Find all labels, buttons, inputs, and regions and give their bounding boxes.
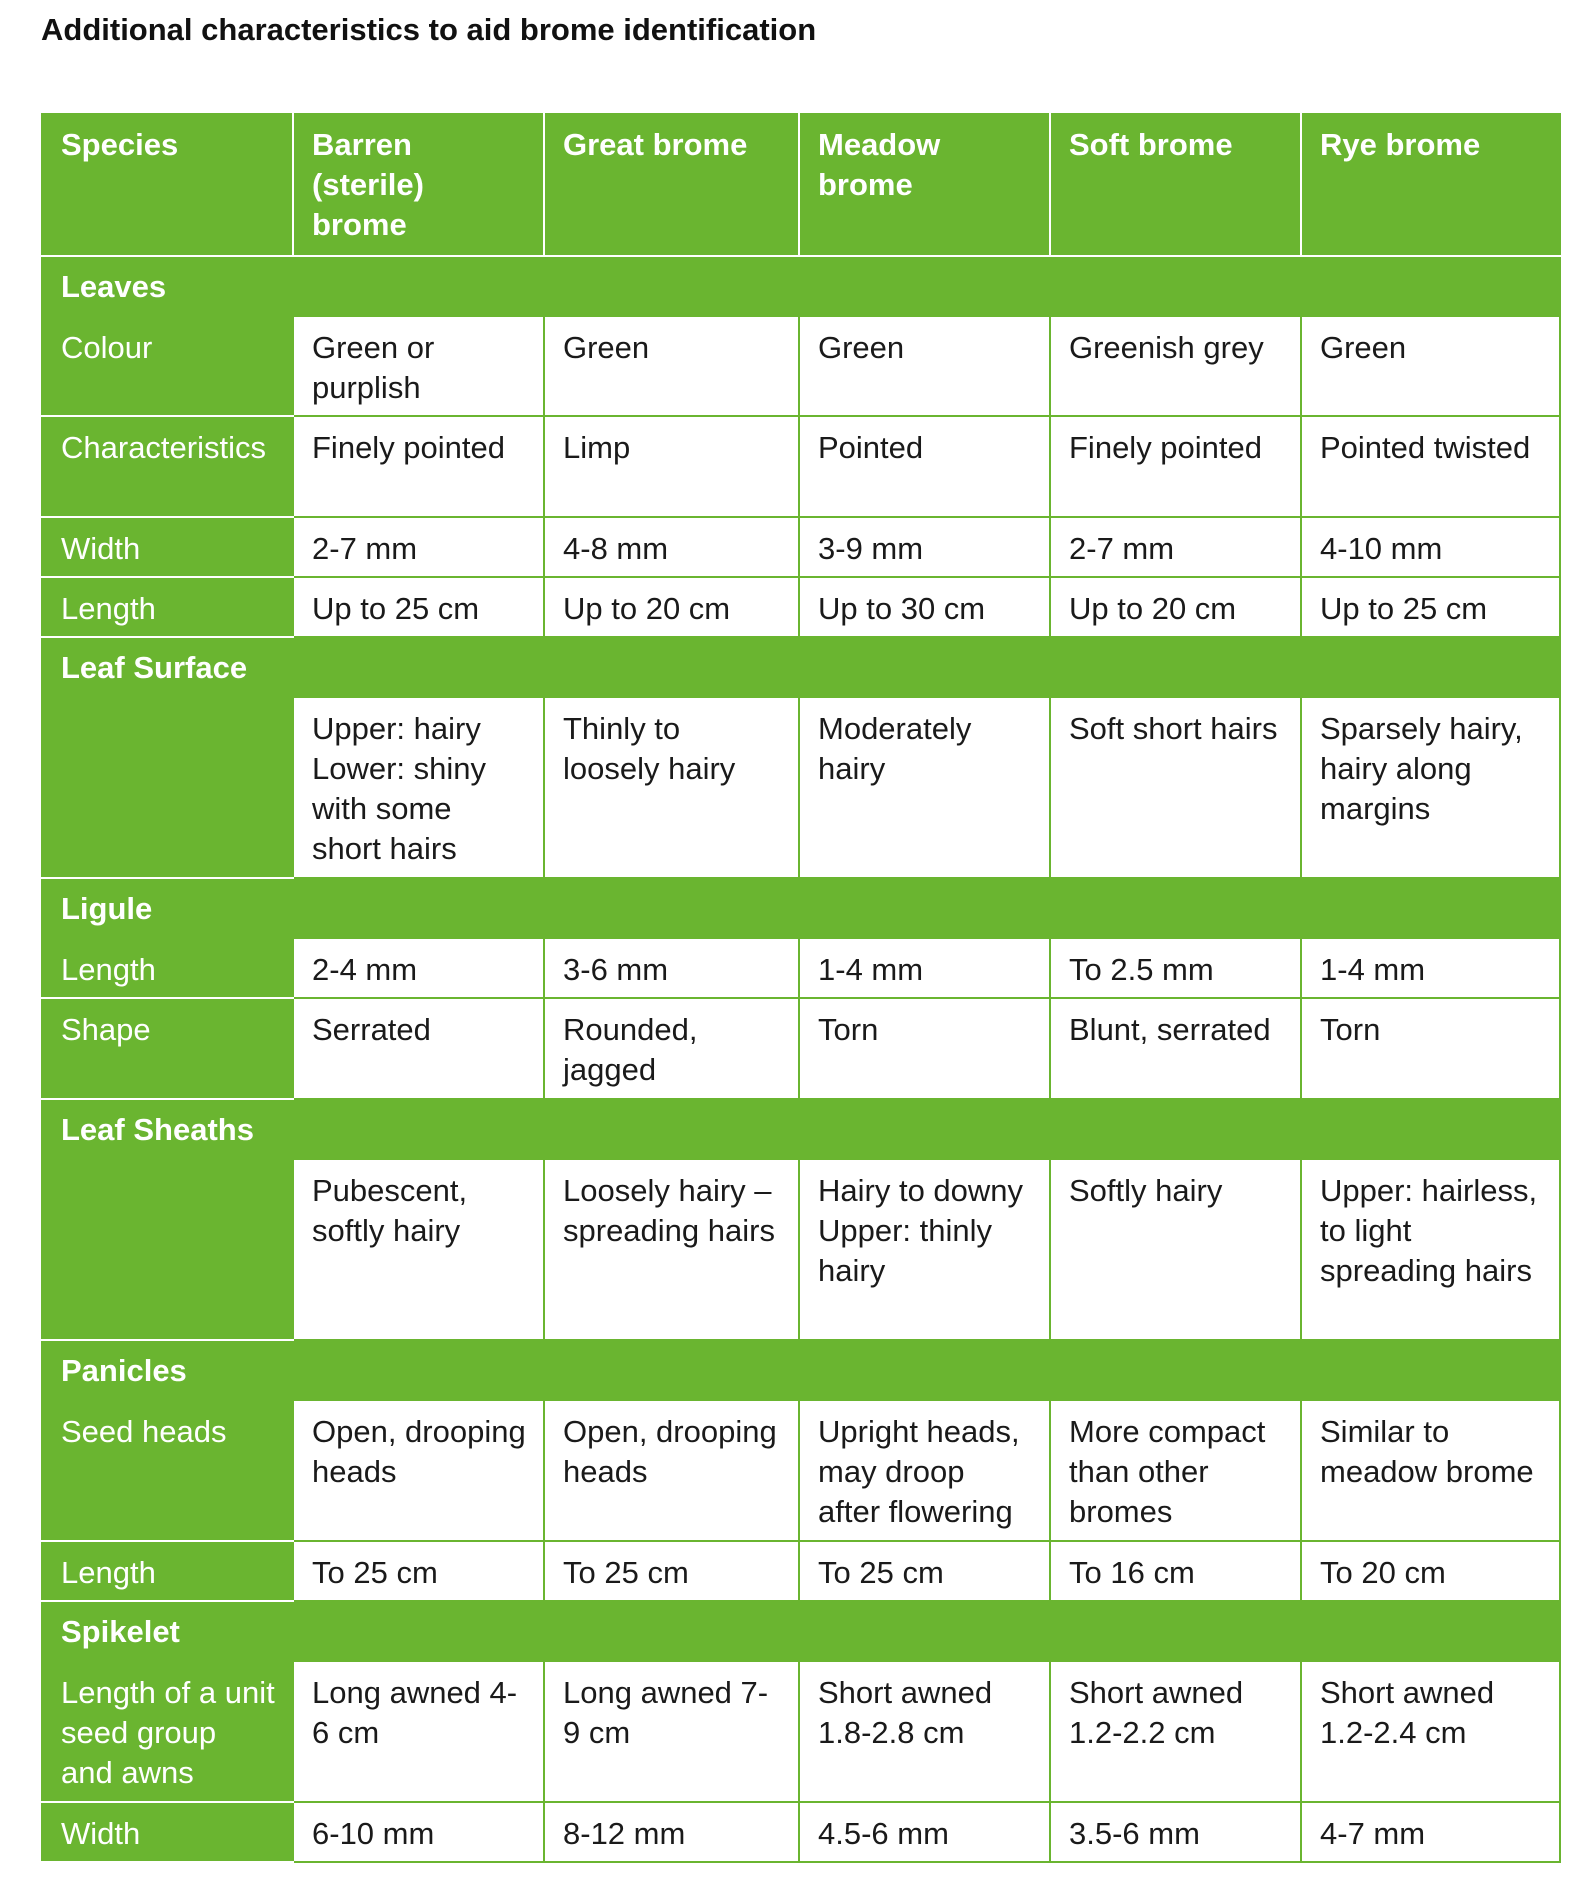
table-cell: Short awned 1.8-2.8 cm [799,1661,1050,1802]
table-cell: Pubescent, softly hairy [293,1159,544,1340]
table-cell: Loosely hairy – spreading hairs [544,1159,799,1340]
table-cell: Limp [544,416,799,517]
table-row [42,1661,1560,1802]
table-cell: 2-7 mm [1050,517,1301,577]
table-cell: Finely pointed [1050,416,1301,517]
table-cell: 4.5-6 mm [799,1802,1050,1862]
row-label: Characteristics [42,416,293,517]
table-cell: Green [1301,316,1560,416]
table-cell: To 16 cm [1050,1541,1301,1601]
table-cell: To 25 cm [293,1541,544,1601]
table-cell: Greenish grey [1050,316,1301,416]
table-row [42,998,1560,1099]
species-column-header: Great brome [544,114,799,256]
brome-characteristics-table [41,113,1561,1863]
table-cell: Green [544,316,799,416]
header-row [42,114,1560,256]
row-label: Colour [42,316,293,416]
table-cell: Sparsely hairy, hairy along margins [1301,697,1560,878]
table-cell: To 20 cm [1301,1541,1560,1601]
table-cell: Similar to meadow brome [1301,1400,1560,1541]
table-cell: Serrated [293,998,544,1099]
table-cell: Up to 30 cm [799,577,1050,637]
row-label [42,1159,293,1340]
species-header: Species [42,114,293,256]
table-cell: More compact than other bromes [1050,1400,1301,1541]
table-row [42,697,1560,878]
table-cell: Green or purplish [293,316,544,416]
table-cell: Thinly to loosely hairy [544,697,799,878]
species-column-header: Soft brome [1050,114,1301,256]
section-row [42,1340,1560,1400]
table-cell: To 2.5 mm [1050,938,1301,998]
table-row [42,938,1560,998]
table-cell: Soft short hairs [1050,697,1301,878]
table-cell: Finely pointed [293,416,544,517]
table-cell: 3-9 mm [799,517,1050,577]
table-cell: To 25 cm [799,1541,1050,1601]
table-row [42,1159,1560,1340]
table-cell: 8-12 mm [544,1802,799,1862]
table-cell: Pointed twisted [1301,416,1560,517]
table-cell: Upright heads, may droop after flowering [799,1400,1050,1541]
table-cell: 1-4 mm [799,938,1050,998]
row-label [42,697,293,878]
row-label: Length [42,1541,293,1601]
table-cell: Green [799,316,1050,416]
table-cell: Up to 25 cm [1301,577,1560,637]
table-cell: 4-8 mm [544,517,799,577]
table-body [42,256,1560,1862]
section-heading: Leaf Surface [42,637,1560,697]
species-column-header: Meadow brome [799,114,1050,256]
section-row [42,878,1560,938]
table-cell: Up to 20 cm [1050,577,1301,637]
page-title: Additional characteristics to aid brome identification [41,12,817,47]
section-row [42,256,1560,316]
row-label: Width [42,517,293,577]
table-cell: Pointed [799,416,1050,517]
table-row [42,1541,1560,1601]
species-column-header: Barren (sterile) brome [293,114,544,256]
row-label: Shape [42,998,293,1099]
table-cell: Softly hairy [1050,1159,1301,1340]
table-cell: 6-10 mm [293,1802,544,1862]
section-row [42,1099,1560,1159]
table-cell: 4-7 mm [1301,1802,1560,1862]
table-cell: Blunt, serrated [1050,998,1301,1099]
table-cell: Torn [799,998,1050,1099]
table-cell: 3.5-6 mm [1050,1802,1301,1862]
table-row [42,517,1560,577]
section-row [42,637,1560,697]
table-cell: Long awned 7-9 cm [544,1661,799,1802]
table-row [42,416,1560,517]
species-column-header: Rye brome [1301,114,1560,256]
table-row [42,1400,1560,1541]
row-label: Length [42,577,293,637]
table-row [42,1802,1560,1862]
section-heading: Leaves [42,256,1560,316]
section-heading: Spikelet [42,1601,1560,1661]
table-cell: Upper: hairless, to light spreading hairs [1301,1159,1560,1340]
table-cell: Rounded, jagged [544,998,799,1099]
table-cell: Up to 20 cm [544,577,799,637]
table-cell: Upper: hairy Lower: shiny with some short hairs [293,697,544,878]
row-label: Length [42,938,293,998]
table-cell: 2-4 mm [293,938,544,998]
table-row [42,316,1560,416]
section-heading: Leaf Sheaths [42,1099,1560,1159]
section-row [42,1601,1560,1661]
table-cell: Open, drooping heads [544,1400,799,1541]
row-label: Width [42,1802,293,1862]
table-cell: Open, drooping heads [293,1400,544,1541]
table-cell: 2-7 mm [293,517,544,577]
table-cell: Torn [1301,998,1560,1099]
table-cell: Short awned 1.2-2.2 cm [1050,1661,1301,1802]
table-cell: 3-6 mm [544,938,799,998]
row-label: Seed heads [42,1400,293,1541]
table-cell: Hairy to downy Upper: thinly hairy [799,1159,1050,1340]
table-cell: Moderately hairy [799,697,1050,878]
table-row [42,577,1560,637]
section-heading: Panicles [42,1340,1560,1400]
table-cell: Short awned 1.2-2.4 cm [1301,1661,1560,1802]
table-cell: Up to 25 cm [293,577,544,637]
table-cell: 4-10 mm [1301,517,1560,577]
section-heading: Ligule [42,878,1560,938]
row-label: Length of a unit seed group and awns [42,1661,293,1802]
table-cell: Long awned 4-6 cm [293,1661,544,1802]
table-cell: 1-4 mm [1301,938,1560,998]
table-cell: To 25 cm [544,1541,799,1601]
